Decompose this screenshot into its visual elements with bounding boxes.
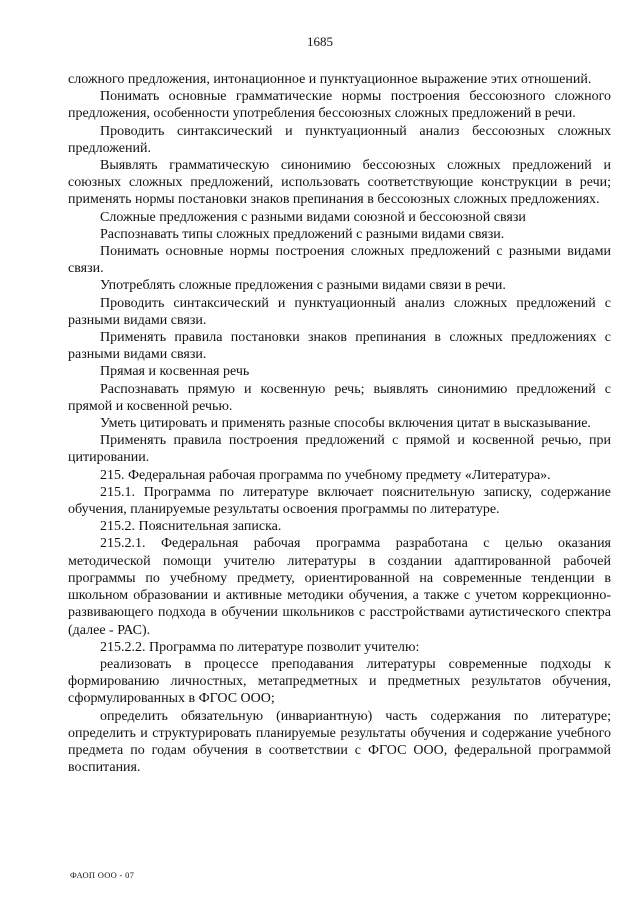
- paragraph: 215.2. Пояснительная записка.: [100, 519, 282, 535]
- paragraph: реализовать в процессе преподавания литературы современные подходы к формированию личностных, метапредметных и предметных результатов обучения, сформулированных в ФГОС ООО;: [68, 656, 611, 707]
- paragraph: Применять правила постановки знаков препинания в сложных предложениях с разными видами связи.: [68, 330, 611, 363]
- paragraph: Выявлять грамматическую синонимию бессоюзных сложных предложений и союзных сложных предложений, использовать соответствующие конструкции в речи; применять нормы постановки знаков препинания в бессоюзных сложных предложениях.: [68, 158, 611, 208]
- paragraph: Понимать основные грамматические нормы построения бессоюзного сложного предложения, особенности употребления бессоюзных сложных предложений в речи.: [68, 89, 611, 122]
- paragraph: определить обязательную (инвариантную) часть содержания по литературе; определить и структурировать планируемые результаты обучения и содержание учебного предмета по годам обучения в соответствии с ФГОС ООО, федеральной программой воспитания.: [68, 708, 611, 776]
- page-number: 1685: [307, 34, 333, 49]
- paragraph: 215.1. Программа по литературе включает пояснительную записку, содержание обучения, планируемые результаты освоения программы по литературе.: [68, 484, 611, 518]
- footer-code: ФАОП ООО - 07: [70, 870, 135, 880]
- paragraph: Проводить синтаксический и пунктуационный анализ сложных предложений с разными видами связи.: [68, 295, 611, 328]
- paragraph: сложного предложения, интонационное и пунктуационное выражение этих отношений.: [68, 72, 592, 87]
- section-heading: Сложные предложения с разными видами союзной и бессоюзной связи: [100, 209, 526, 225]
- paragraph: Распознавать прямую и косвенную речь; выявлять синонимию предложений с прямой и косвенной речью.: [68, 381, 611, 414]
- paragraph: 215.2.1. Федеральная рабочая программа разработана с целью оказания методической помощи учителю литературы в создании адаптированной рабочей программы по учебному предмету, ориентированной на современные тенденции в школьном образовании и активные методики обучения, а также с учетом коррекционно-развивающего подхода в обучении школьников с расстройствами аутистического спектра (далее - РАС).: [68, 536, 611, 638]
- paragraph: Применять правила построения предложений с прямой и косвенной речью, при цитировании.: [68, 433, 611, 466]
- document-body: [68, 71, 611, 776]
- paragraph: Уметь цитировать и применять разные способы включения цитат в высказывание.: [100, 416, 591, 432]
- section-heading: Прямая и косвенная речь: [100, 364, 250, 380]
- paragraph: Употреблять сложные предложения с разными видами связи в речи.: [100, 278, 506, 294]
- paragraph: Проводить синтаксический и пунктуационный анализ бессоюзных сложных предложений.: [68, 123, 611, 156]
- paragraph: 215.2.2. Программа по литературе позволит учителю:: [100, 639, 420, 655]
- paragraph: Понимать основные нормы построения сложных предложений с разными видами связи.: [68, 244, 611, 277]
- section-title: 215. Федеральная рабочая программа по учебному предмету «Литература».: [100, 467, 551, 483]
- paragraph: Распознавать типы сложных предложений с разными видами связи.: [100, 226, 505, 242]
